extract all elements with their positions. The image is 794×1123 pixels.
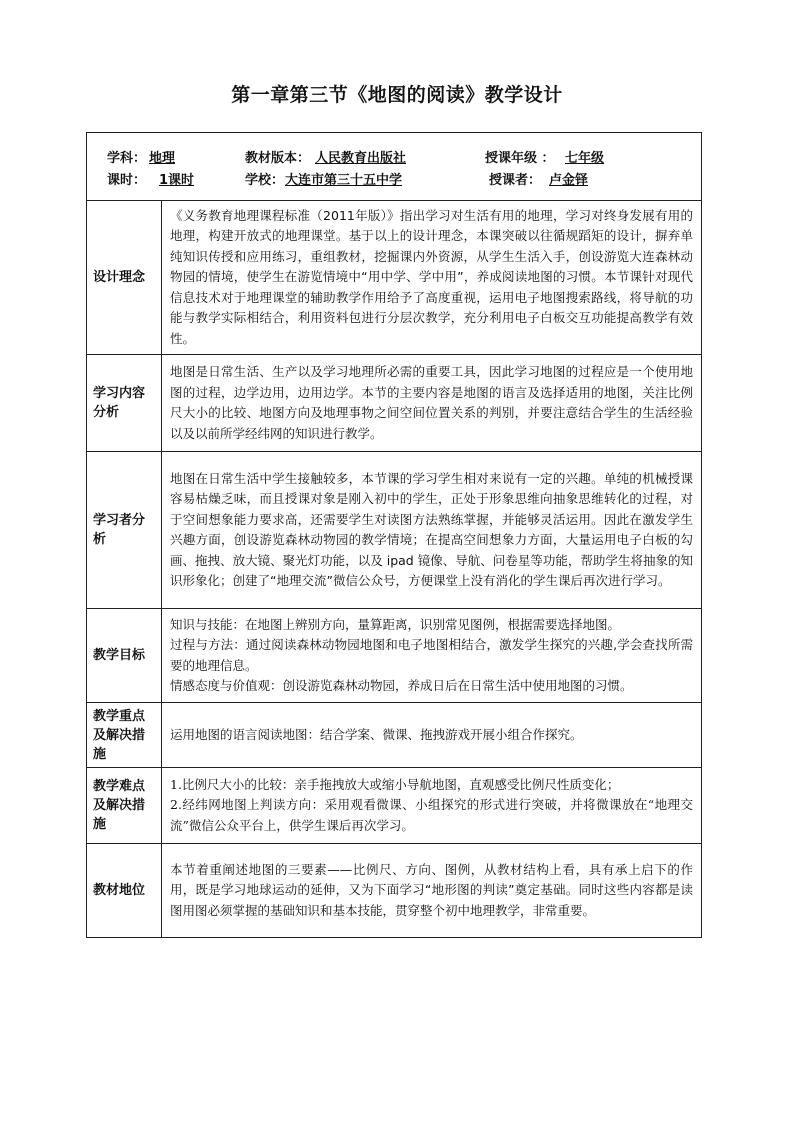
learner-text: 地图在日常生活中学生接触较多，本节课的学习学生相对来说有一定的兴趣。单纯的机械授课容易枯燥乏味，而且授课对象是刚入初中的学生，正处于形象思维向抽象思维转化的过程，对于空间想象能力要求高，还需要学生对读图方法熟练掌握，并能够灵活运用。因此在激发学生兴趣方面，创设游览森林动物园的教学情境；在提高空间想象力方面，大量运用电子白板的勾画、拖拽、放大镜、聚光灯功能，以及 ipad 镜像、导航、问卷星等功能，帮助学生将抽象的知识形象化；创建了“地理交流”微信公众号，方便课堂上没有消化的学生课后再次进行学习。 xyxy=(162,452,702,609)
learner-row xyxy=(87,452,702,609)
position-label: 教材地位 xyxy=(87,844,162,938)
subject-value: 地理 xyxy=(149,150,176,166)
difficulty-item-2: 2.经纬网地图上判读方向：采用观看微课、小组探究的形式进行突破，并将微课放在“地理交流”微信公众平台上，供学生课后再次学习。 xyxy=(170,797,693,833)
design-row xyxy=(87,201,702,355)
goals-text xyxy=(162,609,702,703)
edition-value: 人民教育出版社 xyxy=(315,150,407,166)
difficulty-row xyxy=(87,768,702,844)
header-cell xyxy=(87,133,702,201)
lesson-plan-table xyxy=(86,132,702,938)
difficulty-label: 教学难点及解决措施 xyxy=(87,768,162,844)
difficulty-item-1: 1.比例尺大小的比较：亲手拖拽放大或缩小导航地图，直观感受比例尺性质变化； xyxy=(170,776,620,792)
position-row xyxy=(87,844,702,938)
content-label: 学习内容分析 xyxy=(87,355,162,452)
hours-value: 1课时 xyxy=(159,172,195,188)
page-title: 第一章第三节《地图的阅读》教学设计 xyxy=(231,84,563,106)
school-label: 学校： xyxy=(245,172,285,188)
goal-process: 过程与方法：通过阅读森林动物园地图和电子地图相结合，激发学生探究的兴趣,学会查找所需要的地理信息。 xyxy=(170,637,693,673)
goal-attitude: 情感态度与价值观：创设游览森林动物园，养成日后在日常生活中使用地图的习惯。 xyxy=(170,678,633,693)
learner-label: 学习者分析 xyxy=(87,452,162,609)
grade-value: 七年级 xyxy=(565,150,605,166)
key-text: 运用地图的语言阅读地图：结合学案、微课、拖拽游戏开展小组合作探究。 xyxy=(162,703,702,768)
design-label: 设计理念 xyxy=(87,201,162,355)
header-row xyxy=(87,133,702,201)
grade-label: 授课年级 ： xyxy=(485,150,555,166)
subject-label: 学科： xyxy=(107,150,147,166)
key-row xyxy=(87,703,702,768)
position-text: 本节着重阐述地图的三要素——比例尺、方向、图例，从教材结构上看，具有承上启下的作用，既是学习地球运动的延伸，又为下面学习“地形图的判读”奠定基础。同时这些内容都是读图用图必须掌握的基础知识和基本技能，贯穿整个初中地理教学，非常重要。 xyxy=(162,844,702,938)
header-line-1 xyxy=(87,145,701,167)
key-label: 教学重点及解决措施 xyxy=(87,703,162,768)
design-text: 《义务教育地理课程标准（2011年版）》指出学习对生活有用的地理，学习对终身发展有用的地理，构建开放式的地理课堂。基于以上的设计理念，本课突破以往循规蹈矩的设计，摒弃单纯知识传授和应用练习，重组教材，挖掘课内外资源，从学生生活入手，创设游览大连森林动物园的情境，使学生在游览情境中“用中学、学中用”，养成阅读地图的习惯。本节课针对现代信息技术对于地理课堂的辅助教学作用给予了高度重视，运用电子地图搜索路线，将导航的功能与教学实际相结合，利用资料包进行分层次教学，充分利用电子白板交互功能提高教学有效性。 xyxy=(162,201,702,355)
content-text: 地图是日常生活、生产以及学习地理所必需的重要工具，因此学习地图的过程应是一个使用地图的过程，边学边用，边用边学。本节的主要内容是地图的语言及选择适用的地图，关注比例尺大小的比较、地图方向及地理事物之间空间位置关系的判别，并要注意结合学生的生活经验以及以前所学经纬网的知识进行教学。 xyxy=(162,355,702,452)
content-row xyxy=(87,355,702,452)
teacher-label: 授课者： xyxy=(489,172,542,188)
edition-label: 教材版本： xyxy=(245,150,311,166)
goal-knowledge: 知识与技能：在地图上辨别方向，量算距离，识别常见图例，根据需要选择地图。 xyxy=(170,616,621,632)
teacher-value: 卢金铎 xyxy=(549,172,589,188)
goals-row xyxy=(87,609,702,703)
school-value: 大连市第三十五中学 xyxy=(285,172,403,188)
goals-label: 教学目标 xyxy=(87,609,162,703)
header-line-2 xyxy=(87,167,701,189)
hours-label: 课时： xyxy=(107,172,147,188)
difficulty-text xyxy=(162,768,702,844)
